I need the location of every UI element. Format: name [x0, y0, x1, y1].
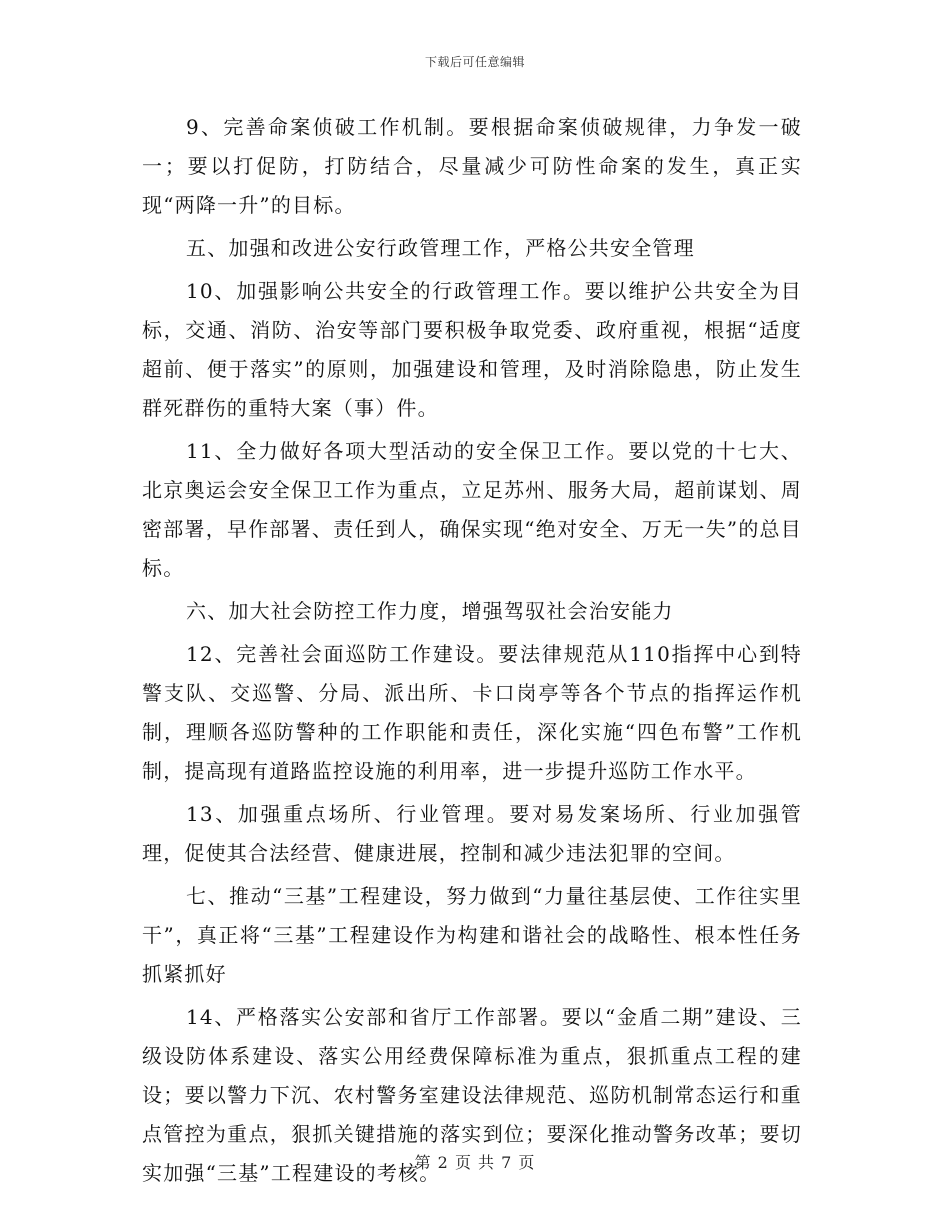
page-footer [0, 1150, 950, 1173]
paragraph-item-11: 11、全力做好各项大型活动的安全保卫工作。要以党的十七大、北京奥运会安全保卫工作为重点，立足苏州、服务大局，超前谋划、周密部署，早作部署、责任到人，确保实现“绝对安全、万无一失”的总目标。 [142, 439, 802, 580]
paragraph-item-10: 10、加强影响公共安全的行政管理工作。要以维护公共安全为目标，交通、消防、治安等部门要积极争取党委、政府重视，根据“适度超前、便于落实”的原则，加强建设和管理，及时消除隐患，防止发生群死群伤的重特大案（事）件。 [142, 279, 802, 420]
paragraph-item-9: 9、完善命案侦破工作机制。要根据命案侦破规律，力争发一破一；要以打促防，打防结合，尽量减少可防性命案的发生，真正实现“两降一升”的目标。 [142, 115, 802, 217]
section-heading-7: 七、推动“三基”工程建设，努力做到“力量往基层使、工作往实里干”，真正将“三基”工程建设作为构建和谐社会的战略性、根本性任务抓紧抓好 [142, 884, 802, 986]
section-heading-6: 六、加大社会防控工作力度，增强驾驭社会治安能力 [186, 599, 674, 623]
paragraph-item-13: 13、加强重点场所、行业管理。要对易发案场所、行业加强管理，促使其合法经营、健康进展，控制和减少违法犯罪的空间。 [142, 802, 802, 865]
header-note: 下载后可任意编辑 [424, 55, 525, 69]
paragraph-item-14: 14、严格落实公安部和省厅工作部署。要以“金盾二期”建设、三级设防体系建设、落实公用经费保障标准为重点，狠抓重点工程的建设；要以警力下沉、农村警务室建设法律规范、巡防机制常态运行和重点管控为重点，狠抓关键措施的落实到位；要深化推动警务改革；要切实加强“三基”工程建设的考核。 [142, 1005, 802, 1185]
section-heading-5: 五、加强和改进公安行政管理工作，严格公共安全管理 [186, 236, 695, 260]
document-body [142, 108, 802, 1193]
paragraph-item-12: 12、完善社会面巡防工作建设。要法律规范从110指挥中心到特警支队、交巡警、分局、派出所、卡口岗亭等各个节点的指挥运作机制，理顺各巡防警种的工作职能和责任，深化实施“四色布警”工作机制，提高现有道路监控设施的利用率，进一步提升巡防工作水平。 [142, 642, 802, 783]
page-number-label: 第 2 页 共 7 页 [414, 1153, 536, 1172]
